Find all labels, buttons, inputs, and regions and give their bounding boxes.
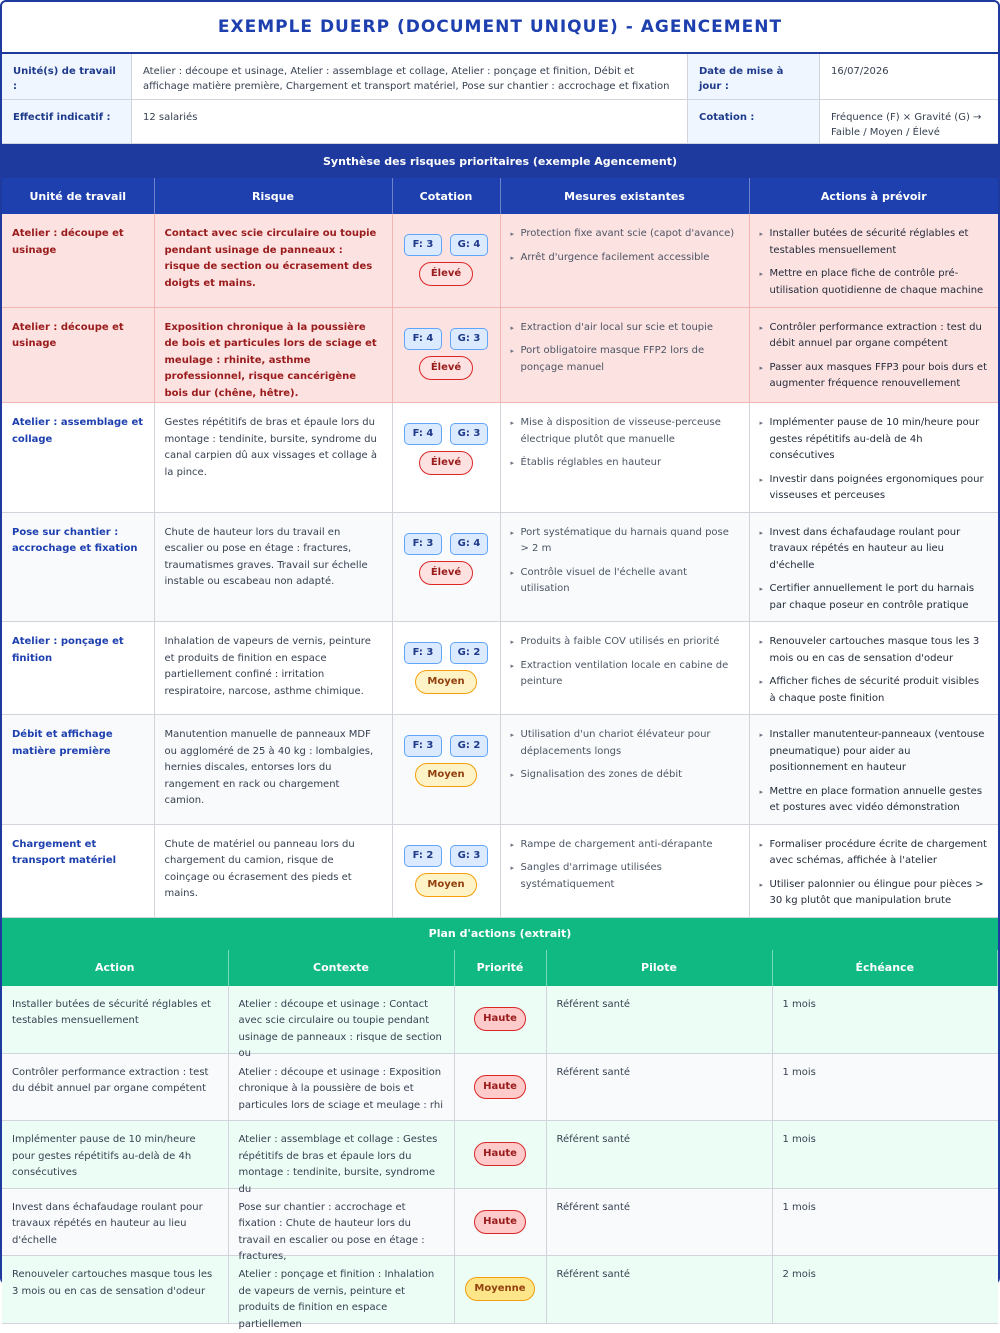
measure-item: ▸ Protection fixe avant scie (capot d'avance): [511, 226, 739, 243]
risk-row: [2, 824, 998, 917]
plan-priority: [454, 986, 546, 1054]
effectif-label: Effectif indicatif :: [2, 100, 132, 144]
effectif-value: 12 salariés: [132, 100, 688, 144]
action-item: ▸ Investir dans poignées ergonomiques pour visseuses et perceuses: [760, 472, 989, 505]
risk-description: Manutention manuelle de panneaux MDF ou aggloméré de 25 à 40 kg : lombalgies, hernies discales, entorses lors du rangement en rack ou chargement camion.: [154, 715, 392, 825]
plan-context-text: Pose sur chantier : accrochage et fixation : Chute de hauteur lors du travail en escalier ou pose en étage : fractures,: [238, 1201, 425, 1262]
plan-row: [2, 1188, 998, 1256]
planned-actions: [749, 622, 998, 715]
plan-context-text: Atelier : ponçage et finition : Inhalation de vapeurs de vernis, peinture et produits de finition en espace partiellemen: [238, 1269, 435, 1330]
frequency-badge: F: 3: [404, 735, 442, 757]
plan-context: [228, 1053, 454, 1121]
plan-action: Renouveler cartouches masque tous les 3 mois ou en cas de sensation d'odeur: [2, 1256, 228, 1324]
risk-level-badge: Élevé: [419, 451, 473, 475]
measure-item: ▸ Arrêt d'urgence facilement accessible: [511, 250, 739, 267]
risk-row: [2, 512, 998, 622]
plan-row: [2, 1053, 998, 1121]
measure-item: ▸ Utilisation d'un chariot élévateur pour déplacements longs: [511, 727, 739, 760]
plan-deadline: 1 mois: [772, 1188, 998, 1256]
plan-pilot: Référent santé: [546, 1053, 772, 1121]
frequency-badge: F: 3: [404, 533, 442, 555]
gravity-badge: G: 3: [450, 845, 488, 867]
existing-measures: [500, 214, 749, 307]
plan-deadline: 1 mois: [772, 1053, 998, 1121]
existing-measures: [500, 512, 749, 622]
col-priority: Priorité: [454, 950, 546, 986]
plan-action: Installer butées de sécurité réglables et testables mensuellement: [2, 986, 228, 1054]
plan-deadline: 1 mois: [772, 986, 998, 1054]
risk-table-header: [2, 178, 998, 214]
plan-context: [228, 1188, 454, 1262]
gravity-badge: G: 3: [450, 423, 488, 445]
gravity-badge: G: 4: [450, 533, 488, 555]
risk-row: [2, 622, 998, 715]
col-action: Action: [2, 950, 228, 986]
risk-description: Exposition chronique à la poussière de bois et particules lors de sciage et meulage : rhinite, asthme professionnel, risque cancérigène bois dur (chêne, hêtre).: [154, 307, 392, 403]
plan-table-header: [2, 950, 998, 986]
risk-description: Inhalation de vapeurs de vernis, peinture et produits de finition en espace partiellement confiné : irritation respiratoire, narcose, asthme chimique.: [154, 622, 392, 715]
measure-item: ▸ Port systématique du harnais quand pose > 2 m: [511, 525, 739, 558]
frequency-badge: F: 4: [404, 328, 442, 350]
cotation-label: Cotation :: [688, 100, 820, 144]
measure-item: ▸ Établis réglables en hauteur: [511, 455, 739, 472]
risk-level-badge: Moyen: [415, 873, 476, 897]
risk-row: [2, 214, 998, 307]
col-cotation: Cotation: [392, 178, 500, 214]
measure-item: ▸ Produits à faible COV utilisés en priorité: [511, 634, 739, 651]
gravity-badge: G: 2: [450, 735, 488, 757]
planned-actions: [749, 214, 998, 307]
risk-cotation: [392, 622, 500, 715]
plan-context: [228, 1121, 454, 1195]
date-value: 16/07/2026: [820, 54, 998, 100]
frequency-badge: F: 3: [404, 234, 442, 256]
risk-unit: Atelier : découpe et usinage: [2, 307, 154, 403]
plan-pilot: Référent santé: [546, 986, 772, 1054]
col-pilot: Pilote: [546, 950, 772, 986]
action-item: ▸ Installer butées de sécurité réglables et testables mensuellement: [760, 226, 989, 259]
existing-measures: [500, 715, 749, 825]
plan-action: Contrôler performance extraction : test du débit annuel par organe compétent: [2, 1053, 228, 1121]
risk-unit: Atelier : ponçage et finition: [2, 622, 154, 715]
risk-row: [2, 403, 998, 513]
cotation-value: Fréquence (F) × Gravité (G) → Faible / Moyen / Élevé: [820, 100, 998, 144]
col-risk: Risque: [154, 178, 392, 214]
plan-context-text: Atelier : découpe et usinage : Contact avec scie circulaire ou toupie pendant usinage de panneaux : risque de section ou: [238, 998, 442, 1059]
plan-context: [228, 1256, 454, 1330]
risk-description: Gestes répétitifs de bras et épaule lors du montage : tendinite, bursite, syndrome du canal carpien dû aux vissages et collage à la pince.: [154, 403, 392, 513]
existing-measures: [500, 403, 749, 513]
existing-measures: [500, 307, 749, 403]
priority-badge: Haute: [474, 1075, 526, 1099]
measure-item: ▸ Extraction ventilation locale en cabine de peinture: [511, 658, 739, 691]
risk-unit: Atelier : assemblage et collage: [2, 403, 154, 513]
frequency-badge: F: 3: [404, 642, 442, 664]
risk-level-badge: Moyen: [415, 670, 476, 694]
gravity-badge: G: 4: [450, 234, 488, 256]
action-item: ▸ Mettre en place formation annuelle gestes et postures avec vidéo démonstration: [760, 784, 989, 817]
plan-row: [2, 1256, 998, 1324]
risk-cotation: [392, 512, 500, 622]
frequency-badge: F: 2: [404, 845, 442, 867]
plan-action: Implémenter pause de 10 min/heure pour gestes répétitifs au-delà de 4h consécutives: [2, 1121, 228, 1189]
plan-heading: Plan d'actions (extrait): [2, 918, 998, 950]
plan-priority: [454, 1121, 546, 1189]
planned-actions: [749, 715, 998, 825]
units-label: Unité(s) de travail :: [2, 54, 132, 100]
plan-pilot: Référent santé: [546, 1121, 772, 1189]
risk-description: Chute de matériel ou panneau lors du chargement du camion, risque de coinçage ou écrasement des pieds et mains.: [154, 824, 392, 917]
col-context: Contexte: [228, 950, 454, 986]
measure-item: ▸ Signalisation des zones de débit: [511, 767, 739, 784]
action-item: ▸ Implémenter pause de 10 min/heure pour gestes répétitifs au-delà de 4h consécutives: [760, 415, 989, 465]
plan-priority: [454, 1188, 546, 1256]
plan-context: [228, 986, 454, 1059]
col-unit: Unité de travail: [2, 178, 154, 214]
risk-level-badge: Élevé: [419, 561, 473, 585]
measure-item: ▸ Sangles d'arrimage utilisées systématiquement: [511, 860, 739, 893]
plan-row: [2, 1121, 998, 1189]
risk-unit: Pose sur chantier : accrochage et fixation: [2, 512, 154, 622]
plan-pilot: Référent santé: [546, 1256, 772, 1324]
frequency-badge: F: 4: [404, 423, 442, 445]
plan-priority: [454, 1256, 546, 1324]
risk-cotation: [392, 824, 500, 917]
planned-actions: [749, 824, 998, 917]
synthese-heading: Synthèse des risques prioritaires (exemple Agencement): [2, 144, 998, 178]
plan-context-text: Atelier : assemblage et collage : Gestes répétitifs de bras et épaule lors du montage : tendinite, bursite, syndrome du: [238, 1134, 438, 1195]
plan-context-text: Atelier : découpe et usinage : Exposition chronique à la poussière de bois et particules lors de sciage et meulage : rhi: [238, 1066, 443, 1111]
action-item: ▸ Invest dans échafaudage roulant pour travaux répétés en hauteur au lieu d'échelle: [760, 525, 989, 575]
action-item: ▸ Passer aux masques FFP3 pour bois durs et augmenter fréquence renouvellement: [760, 360, 989, 393]
planned-actions: [749, 512, 998, 622]
action-item: ▸ Installer manutenteur-panneaux (ventouse pneumatique) pour aider au positionnement en hauteur: [760, 727, 989, 777]
action-item: ▸ Utiliser palonnier ou élingue pour pièces > 30 kg plutôt que manipulation brute: [760, 877, 989, 910]
risk-level-badge: Moyen: [415, 763, 476, 787]
document-header: [2, 2, 998, 54]
measure-item: ▸ Mise à disposition de visseuse-perceuse électrique plutôt que manuelle: [511, 415, 739, 448]
risk-cotation: [392, 307, 500, 403]
risk-description: Chute de hauteur lors du travail en escalier ou pose en étage : fractures, traumatismes graves. Travail sur échelle instable ou escabeau non adapté.: [154, 512, 392, 622]
gravity-badge: G: 3: [450, 328, 488, 350]
risk-row: [2, 715, 998, 825]
col-actions: Actions à prévoir: [749, 178, 998, 214]
plan-row: [2, 986, 998, 1054]
risk-cotation: [392, 214, 500, 307]
risk-cotation: [392, 403, 500, 513]
plan-deadline: 2 mois: [772, 1256, 998, 1324]
action-item: ▸ Formaliser procédure écrite de chargement avec schémas, affichée à l'atelier: [760, 837, 989, 870]
units-value: Atelier : découpe et usinage, Atelier : assemblage et collage, Atelier : ponçage et finition, Débit et affichage matière première, Chargement et transport matériel, Pose sur chantier : accrochage et fixation: [132, 54, 688, 100]
col-deadline: Échéance: [772, 950, 998, 986]
existing-measures: [500, 824, 749, 917]
measure-item: ▸ Contrôle visuel de l'échelle avant utilisation: [511, 565, 739, 598]
risk-unit: Débit et affichage matière première: [2, 715, 154, 825]
risk-unit: Chargement et transport matériel: [2, 824, 154, 917]
risk-table: [2, 178, 998, 918]
priority-badge: Haute: [474, 1142, 526, 1166]
document-title: EXEMPLE DUERP (DOCUMENT UNIQUE) - AGENCEMENT: [217, 17, 783, 37]
risk-level-badge: Élevé: [419, 356, 473, 380]
planned-actions: [749, 307, 998, 403]
action-item: ▸ Renouveler cartouches masque tous les 3 mois ou en cas de sensation d'odeur: [760, 634, 989, 667]
document-meta: [2, 54, 998, 144]
priority-badge: Moyenne: [465, 1277, 534, 1301]
planned-actions: [749, 403, 998, 513]
priority-badge: Haute: [474, 1007, 526, 1031]
plan-pilot: Référent santé: [546, 1188, 772, 1256]
action-plan-table: [2, 950, 998, 1330]
measure-item: ▸ Extraction d'air local sur scie et toupie: [511, 320, 739, 337]
risk-cotation: [392, 715, 500, 825]
measure-item: ▸ Rampe de chargement anti-dérapante: [511, 837, 739, 854]
plan-deadline: 1 mois: [772, 1121, 998, 1189]
action-item: ▸ Mettre en place fiche de contrôle pré-utilisation quotidienne de chaque machine: [760, 266, 989, 299]
gravity-badge: G: 2: [450, 642, 488, 664]
plan-priority: [454, 1053, 546, 1121]
risk-description: Contact avec scie circulaire ou toupie pendant usinage de panneaux : risque de section ou écrasement des doigts et mains.: [154, 214, 392, 307]
existing-measures: [500, 622, 749, 715]
risk-level-badge: Élevé: [419, 262, 473, 286]
measure-item: ▸ Port obligatoire masque FFP2 lors de ponçage manuel: [511, 343, 739, 376]
action-item: ▸ Contrôler performance extraction : test du débit annuel par organe compétent: [760, 320, 989, 353]
plan-action: Invest dans échafaudage roulant pour travaux répétés en hauteur au lieu d'échelle: [2, 1188, 228, 1256]
date-label: Date de mise à jour :: [688, 54, 820, 100]
priority-badge: Haute: [474, 1210, 526, 1234]
action-item: ▸ Certifier annuellement le port du harnais par chaque poseur en contrôle pratique: [760, 581, 989, 614]
risk-unit: Atelier : découpe et usinage: [2, 214, 154, 307]
risk-row: [2, 307, 998, 403]
action-item: ▸ Afficher fiches de sécurité produit visibles à chaque poste finition: [760, 674, 989, 707]
col-measures: Mesures existantes: [500, 178, 749, 214]
